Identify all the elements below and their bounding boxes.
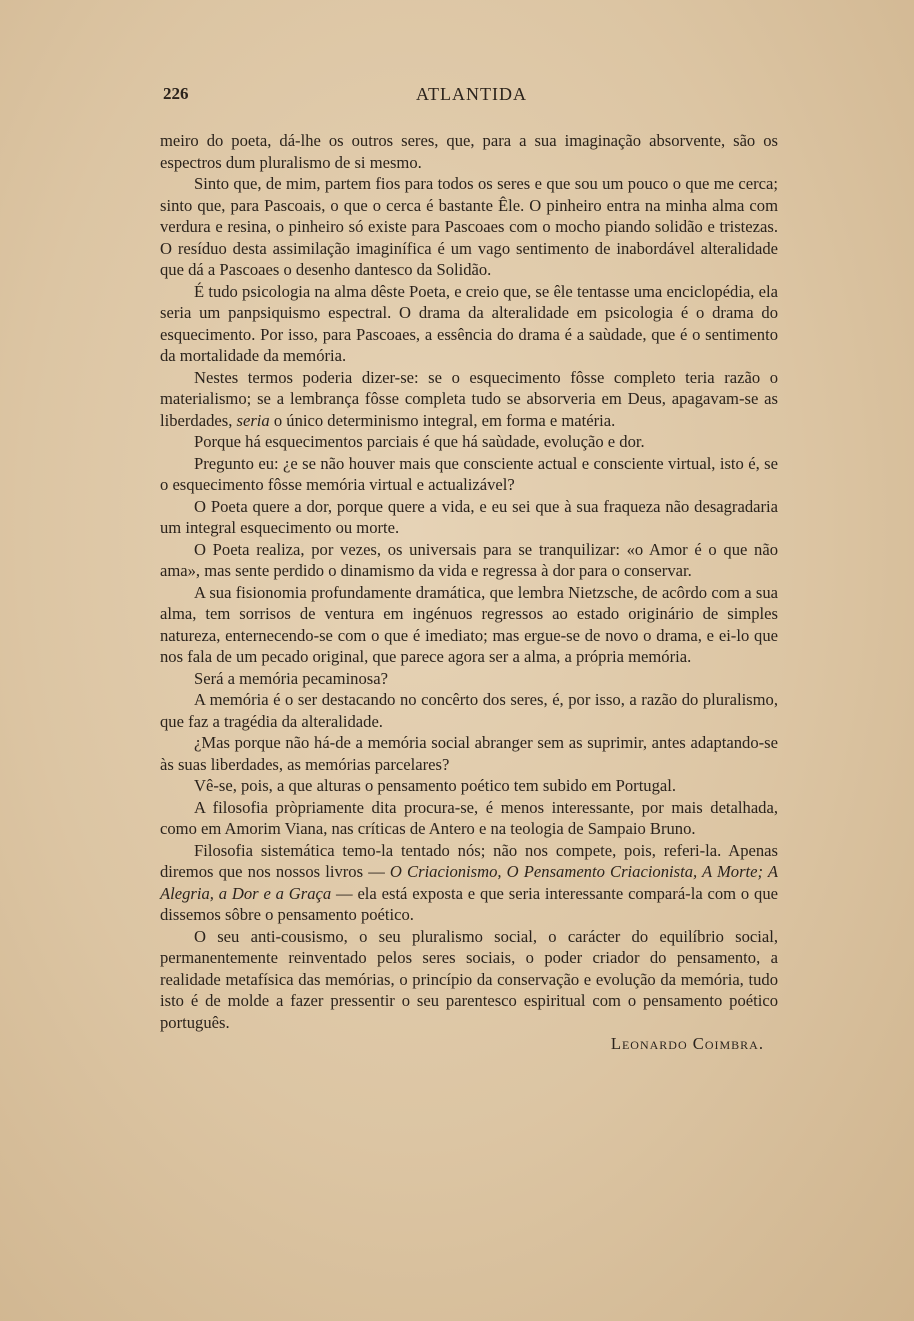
italic-word: seria	[236, 410, 270, 430]
paragraph: O seu anti-cousismo, o seu pluralismo social, o carácter do equilíbrio social, permanentemente reinventado pelos seres sociais, o poder criador do pensamento, a realidade metafísica das memórias, o princípio da conservação e evolução da memória, tudo isto é de molde a fazer pressentir o seu parentesco espiritual com o pensamento poético português.	[160, 926, 778, 1032]
running-title: ATLANTIDA	[416, 84, 527, 104]
text-span: o único determinismo integral, em forma e matéria.	[269, 410, 616, 430]
paragraph: O Poeta realiza, por vezes, os universais para se tranquilizar: «o Amor é o que não ama», mas sente perdido o dinamismo da vida e regressa à dor para o conservar.	[160, 539, 778, 580]
author-signature: Leonardo Coimbra.	[610, 1034, 764, 1053]
paragraph: A filosofia pròpriamente dita procura-se, é menos interessante, por mais detalhada, como em Amorim Viana, nas críticas de Antero e na teologia de Sampaio Bruno.	[160, 797, 778, 838]
page-number: 226	[163, 84, 189, 103]
paragraph-continuation: meiro do poeta, dá-lhe os outros seres, que, para a sua imaginação absorvente, são os espectros dum pluralismo de si mesmo.	[160, 131, 778, 172]
paragraph: Será a memória pecaminosa?	[194, 668, 388, 688]
paragraph-materialismo	[160, 367, 778, 432]
paragraph-filosofia	[160, 840, 778, 926]
page-header	[163, 84, 780, 108]
paragraph: Pregunto eu: ¿e se não houver mais que consciente actual e consciente virtual, isto é, se o esquecimento fôsse memória virtual e actualizável?	[160, 453, 778, 494]
paragraph: Vê-se, pois, a que alturas o pensamento poético tem subido em Portugal.	[194, 776, 677, 795]
text-span: — ela está exposta e que seria interessante compará-la com o que dissemos sôbre o pensamento poético.	[160, 883, 779, 924]
paragraph: ¿Mas porque não há-de a memória social abranger sem as suprimir, antes adaptando-se às suas liberdades, as memórias parcelares?	[160, 733, 778, 774]
paragraph: A sua fisionomia profundamente dramática, que lembra Nietzsche, de acôrdo com a sua alma, tem sorrisos de ventura em ingénuos regressos ao estado originário de simples natureza, enternecendo-se com o que é imediato; mas ergue-se de novo o drama, e ei-lo que nos fala de um pecado original, que parece agora ser a alma, a própria memória.	[160, 582, 778, 666]
text-span: Nestes termos poderia dizer-se: se o esquecimento fôsse completo teria razão o materialismo; se a lembrança fôsse completa tudo se absorveria em Deus, apagavam-se as liberdades,	[160, 367, 778, 430]
paragraph: É tudo psicologia na alma dêste Poeta, e creio que, se êle tentasse uma enciclopédia, ela seria um panpsiquismo espectral. O drama da alteralidade em psicologia é o drama do esquecimento. Por isso, para Pascoaes, a essência do drama é a saùdade, que é o sentimento da mortalidade da memória.	[160, 281, 778, 365]
paragraph: O Poeta quere a dor, porque quere a vida, e eu sei que à sua fraqueza não desagradaria um integral esquecimento ou morte.	[160, 496, 778, 537]
text-span: Filosofia sistemática temo-la tentado nós; não nos compete, pois, referi-la. Apenas diremos que nos nossos livros —	[160, 840, 778, 881]
paragraph: A memória é o ser destacando no concêrto dos seres, é, por isso, a razão do pluralismo, que faz a tragédia da alteralidade.	[160, 690, 778, 731]
paragraph: Sinto que, de mim, partem fios para todos os seres e que sou um pouco o que me cerca; sinto que, para Pascoais, o que o cerca é bastante Êle. O pinheiro entra na minha alma com verdura e resina, o pinheiro só existe para Pascoaes com o mocho piando solidão e tristezas. O resíduo desta assimilação imaginífica é um vago sentimento de inabordável alteralidade que dá a Pascoaes o desenho dantesco da Solidão.	[160, 174, 778, 279]
paragraph: Porque há esquecimentos parciais é que há saùdade, evolução e dor.	[194, 432, 645, 451]
book-titles: O Criacionismo, O Pensamento Criacionista, A Morte; A Alegria, a Dor e a Graça	[160, 862, 778, 903]
body-text	[160, 130, 778, 1055]
